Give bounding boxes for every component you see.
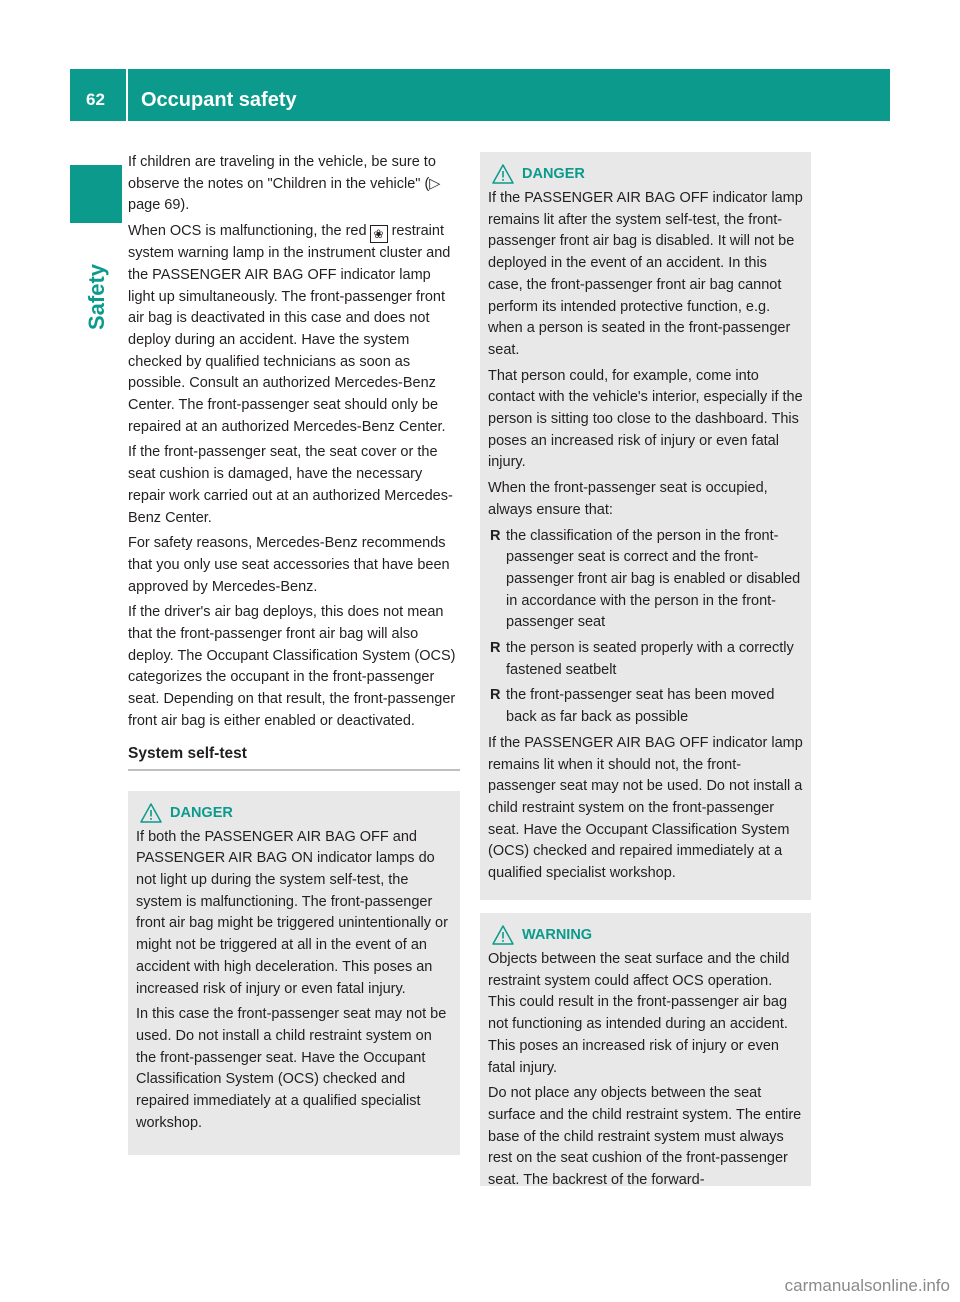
warning-triangle-icon — [492, 164, 514, 184]
warning-triangle-icon — [140, 803, 162, 823]
danger-box — [128, 791, 460, 1155]
warning-label: WARNING — [522, 927, 593, 943]
list-item-text: the person is seated properly with a correctly fastened seatbelt — [506, 640, 794, 678]
danger-paragraph: If the PASSENGER AIR BAG OFF indicator lamp remains lit after the system self-test, the front-passenger front air bag is disabled. It will not be deployed in the event of an accident. In this case, the front-passenger front air bag cannot perform its intended protective function, e.g. when a person is seated in the front-passenger seat. — [488, 190, 803, 358]
warning-box — [480, 913, 811, 1189]
paragraph-accessories: For safety reasons, Mercedes-Benz recommends that you only use seat accessories that have been approved by Mercedes-Benz. — [128, 535, 450, 595]
right-column — [480, 152, 811, 1189]
danger-box — [480, 152, 811, 900]
page-number: 62 — [86, 90, 105, 109]
paragraph-seat-damage: If the front-passenger seat, the seat cover or the seat cushion is damaged, have the necessary repair work carried out at an authorized Mercedes-Benz Center. — [128, 444, 453, 526]
danger-paragraph: In this case the front-passenger seat may not be used. Do not install a child restraint system on the front-passenger seat. Have the Occupant Classification System (OCS) checked and repaired immediately at a qualified specialist workshop. — [136, 1006, 447, 1131]
paragraph-driver-airbag: If the driver's air bag deploys, this does not mean that the front-passenger front air bag will also deploy. The Occupant Classification System (OCS) categorizes the occupant in the front-passenger seat. Depending on that result, the front-passenger front air bag is either enabled or deactivated. — [128, 604, 456, 729]
paragraph-children-note: If children are traveling in the vehicle, be sure to observe the notes on "Children in the vehicle" (▷ page 69). — [128, 154, 441, 214]
danger-label: DANGER — [522, 166, 585, 182]
danger-label: DANGER — [170, 804, 233, 821]
list-item — [488, 685, 803, 728]
danger-paragraph: When the front-passenger seat is occupied, always ensure that: — [488, 480, 768, 518]
bullet-list — [488, 526, 803, 729]
warning-paragraph: Do not place any objects between the seat surface and the child restraint system. The entire base of the child restraint system must always rest on the seat cushion of the front-passenger seat. The backrest of the forward- — [488, 1085, 802, 1189]
list-item-text: the classification of the person in the front-passenger seat is correct and the front-passenger front air bag is enabled or disabled in accordance with the person in the front-passenger seat — [506, 527, 801, 631]
list-item — [488, 526, 803, 635]
left-column — [128, 152, 460, 1155]
danger-paragraph: If the PASSENGER AIR BAG OFF indicator lamp remains lit when it should not, the front-passenger seat may not be used. Do not install a child restraint system on the front-passenger seat. Have the Occupant Classification System (OCS) checked and repaired immediately at a qualified specialist workshop. — [488, 734, 803, 882]
bullet-mark: R — [490, 640, 501, 657]
bullet-mark: R — [490, 527, 501, 544]
seat-occupant-icon: ❀ — [370, 225, 388, 243]
section-heading: System self-test — [128, 745, 460, 771]
warning-paragraph: Objects between the seat surface and the child restraint system could affect OCS operation. This could result in the front-passenger air bag not functioning as intended during an accident. This poses an increased risk of injury or even fatal injury. — [488, 951, 790, 1076]
danger-box-title — [140, 803, 452, 823]
list-item — [488, 638, 803, 681]
list-item-text: the front-passenger seat has been moved back as far back as possible — [506, 687, 775, 726]
warning-box-title — [492, 925, 803, 945]
danger-box-title — [492, 164, 803, 184]
paragraph-ocs-text-b: restraint system warning lamp in the instrument cluster and the PASSENGER AIR BAG OFF indicator lamp light up simultaneously. The front-passenger front air bag is deactivated in this case and does not deploy during an accident. Have the system checked by qualified technicians as soon as possible. Consult an authorized Mercedes-Benz Center. The front-passenger seat should only be repaired at an authorized Mercedes-Benz Center. — [128, 223, 451, 435]
danger-paragraph: If both the PASSENGER AIR BAG OFF and PASSENGER AIR BAG ON indicator lamps do not light up during the system self-test, the system is malfunctioning. The front-passenger front air bag might be triggered unintentionally or might not be triggered at all in the event of an accident with high deceleration. This poses an increased risk of injury or even fatal injury. — [136, 828, 448, 997]
paragraph-ocs-text-a: When OCS is malfunctioning, the red — [128, 223, 367, 240]
danger-paragraph: That person could, for example, come into contact with the vehicle's interior, especially if the person is sitting too close to the dashboard. This poses an increased risk of injury or even fatal injury. — [488, 367, 803, 471]
paragraph-ocs-malfunction — [128, 221, 460, 438]
section-marker — [70, 165, 122, 223]
header-divider — [126, 69, 128, 121]
watermark: carmanualsonline.info — [784, 1276, 950, 1295]
page-title: Occupant safety — [141, 89, 297, 111]
section-label: Safety — [84, 263, 109, 330]
bullet-mark: R — [490, 687, 501, 704]
warning-triangle-icon — [492, 925, 514, 945]
